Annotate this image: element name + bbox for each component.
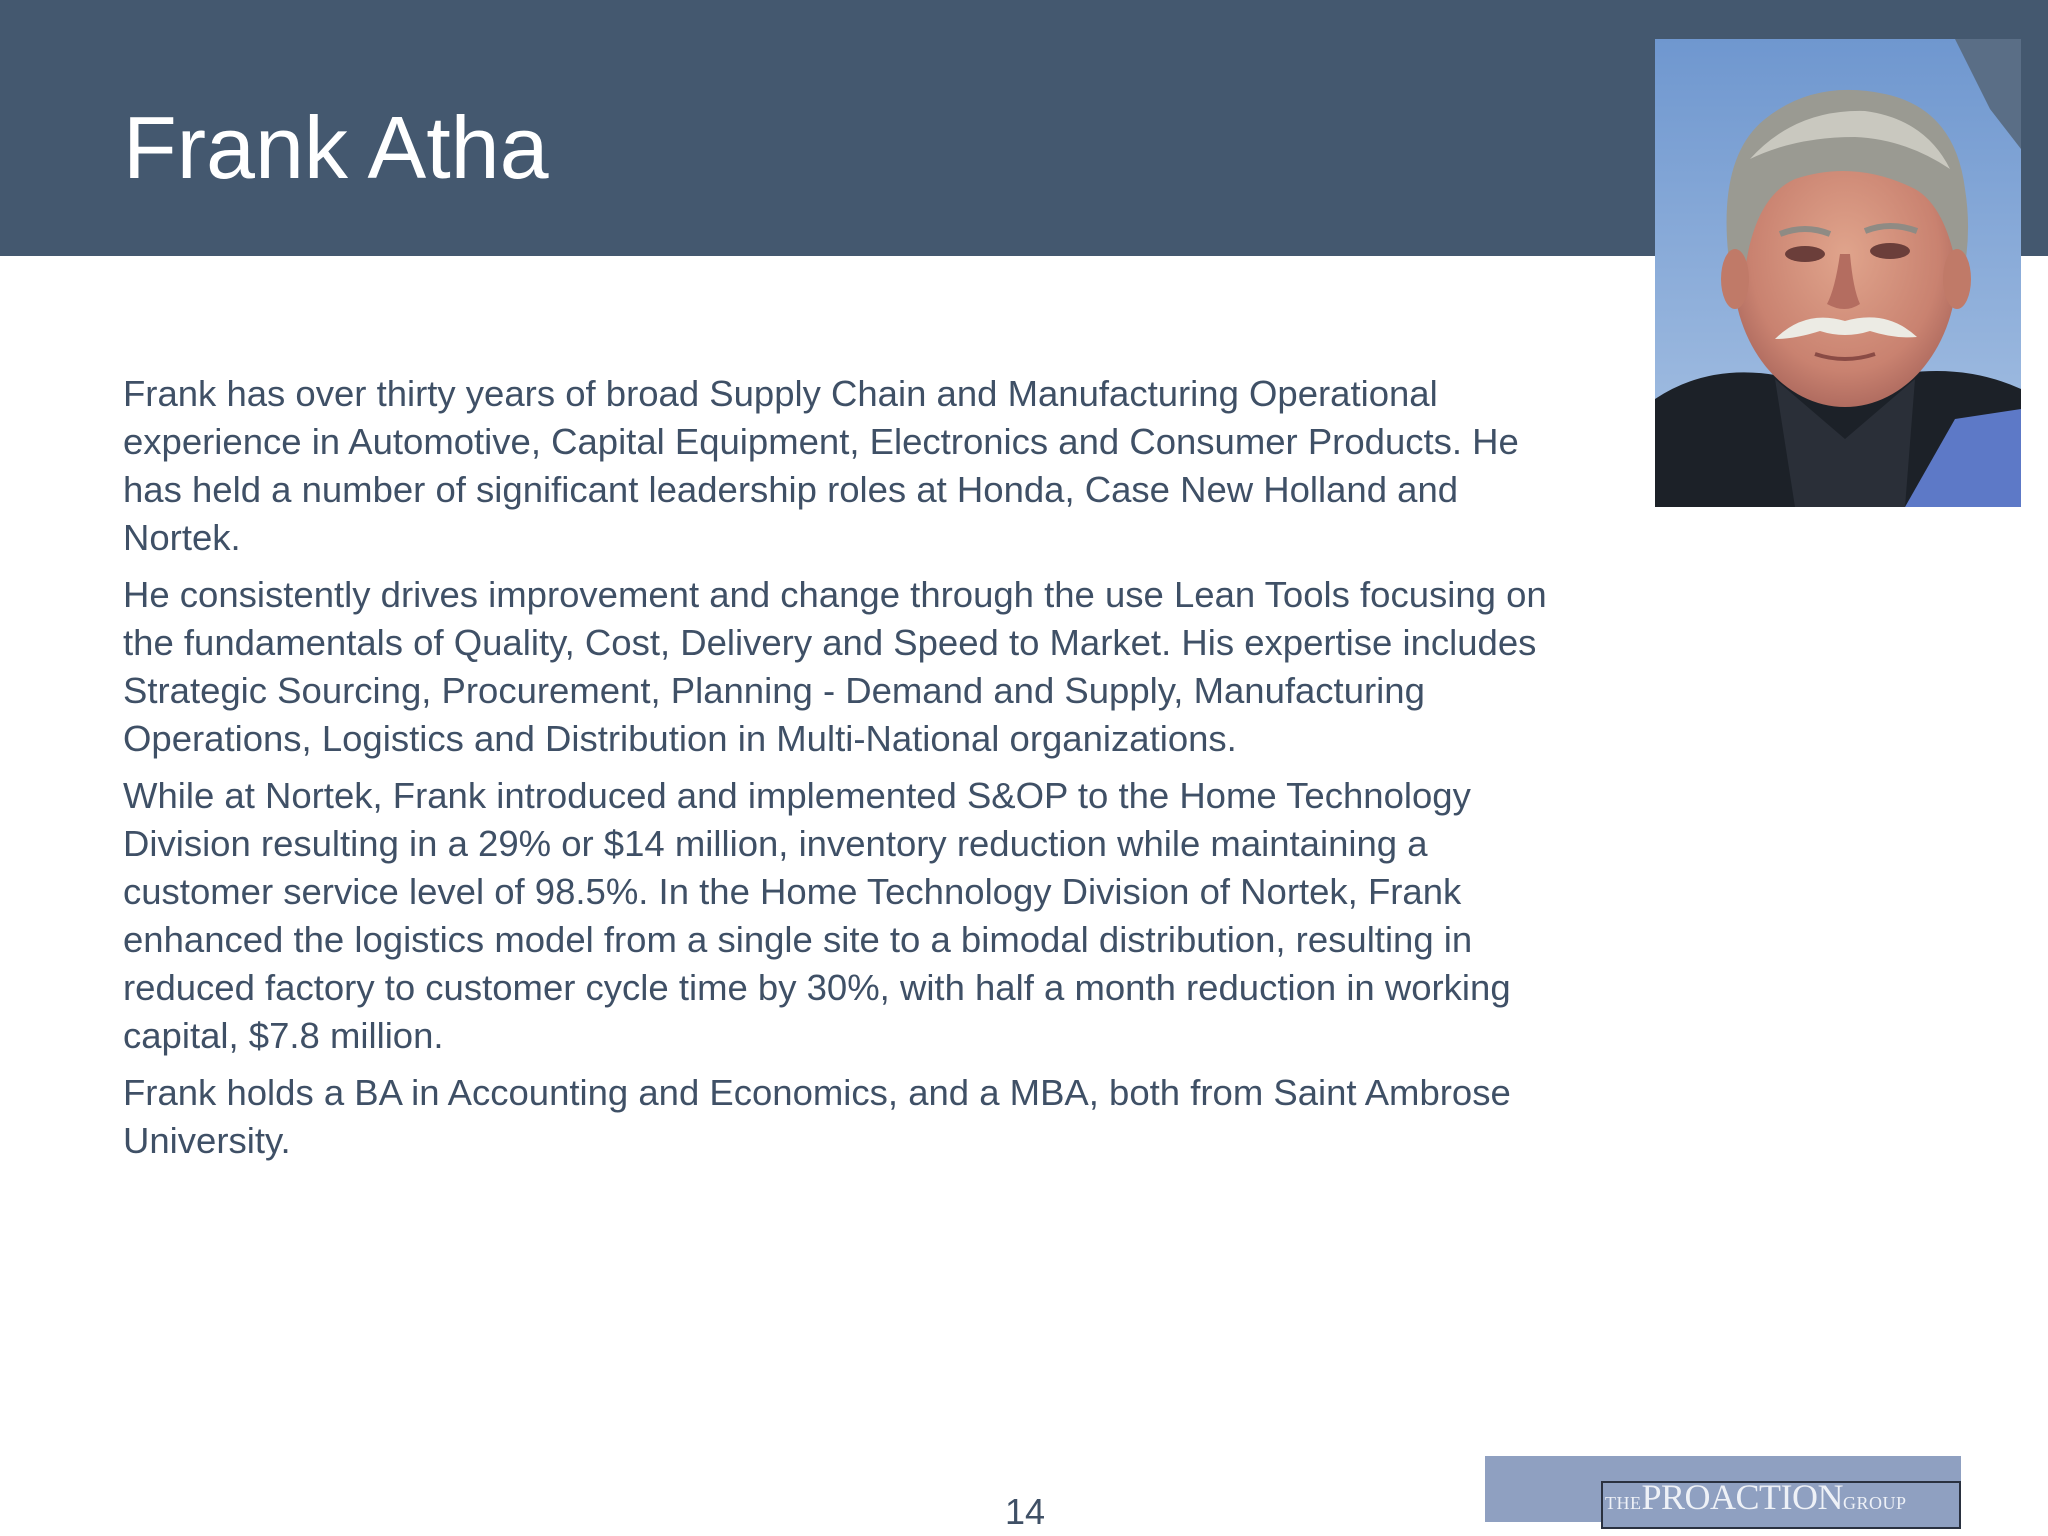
- bio-text: [123, 370, 1563, 1174]
- portrait-image: [1655, 39, 2021, 507]
- bio-paragraph-2: He consistently drives improvement and change through the use Lean Tools focusing on the fundamentals of Quality, Cost, Delivery and Speed to Market. His expertise includes Strategic Sourcing, Procurement, Planning - Demand and Supply, Manufacturing Operations, Logistics and Distribution in Multi-National organizations.: [123, 574, 1547, 759]
- page-number: 14: [1004, 1491, 1046, 1532]
- bio-paragraph-3: While at Nortek, Frank introduced and implemented S&OP to the Home Technology Division resulting in a 29% or $14 million, inventory reduction while maintaining a customer service level of 98.5%. In the Home Technology Division of Nortek, Frank enhanced the logistics model from a single site to a bimodal distribution, resulting in reduced factory to customer cycle time by 30%, with half a month reduction in working capital, $7.8 million.: [123, 775, 1511, 1056]
- bio-paragraph-4: Frank holds a BA in Accounting and Economics, and a MBA, both from Saint Ambrose University.: [123, 1072, 1511, 1161]
- logo-wordmark: [1605, 1473, 1907, 1521]
- bio-paragraph-1: Frank has over thirty years of broad Supply Chain and Manufacturing Operational experience in Automotive, Capital Equipment, Electronics and Consumer Products. He has held a number of significant leadership roles at Honda, Case New Holland and Nortek.: [123, 373, 1519, 558]
- slide-title: Frank Atha: [123, 98, 549, 197]
- logo-suffix: GROUP: [1843, 1493, 1907, 1513]
- logo-prefix: THE: [1605, 1493, 1642, 1513]
- logo-name: PROACTION: [1641, 1477, 1844, 1517]
- portrait-photo: [1655, 39, 2021, 507]
